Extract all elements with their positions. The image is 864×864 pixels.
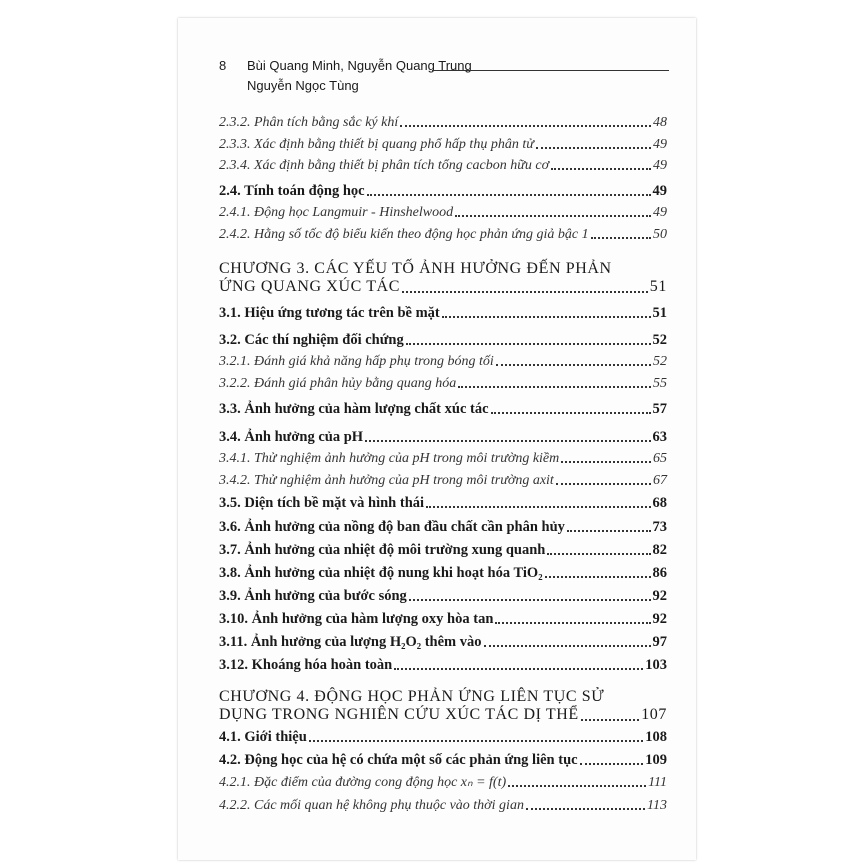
dot-leader (545, 575, 651, 578)
chapter-title-line-2: DỤNG TRONG NGHIÊN CỨU XÚC TÁC DỊ THỂ (219, 706, 579, 723)
toc-entry-title: 3.5. Diện tích bề mặt và hình thái (219, 495, 425, 511)
toc-entry (219, 377, 667, 391)
toc-entry (219, 306, 667, 321)
toc-entry-page: 111 (648, 775, 667, 790)
dot-leader (484, 644, 651, 647)
chapter-heading (219, 688, 667, 724)
toc-entry-title: 2.4.1. Động học Langmuir - Hinshelwood (219, 205, 454, 220)
toc-entry (219, 589, 667, 604)
toc-entry-title: 3.4.2. Thử nghiệm ảnh hưởng của pH trong môi trường axit (219, 473, 554, 488)
dot-leader (458, 385, 651, 388)
dot-leader (526, 807, 645, 810)
toc-entry-title: 3.2.1. Đánh giá khả năng hấp phụ trong bóng tối (219, 354, 494, 369)
toc-entry-title: 2.4. Tính toán động học (219, 183, 365, 199)
dot-leader (496, 363, 651, 366)
toc-entry-page: 57 (652, 401, 667, 417)
toc-entry-page: 52 (653, 354, 667, 369)
dot-leader (409, 598, 651, 601)
chapter-title-line-1: CHƯƠNG 4. ĐỘNG HỌC PHẢN ỨNG LIÊN TỤC SỬ (219, 688, 605, 705)
toc-entry-title: 3.4.1. Thử nghiệm ảnh hưởng của pH trong môi trường kiềm (219, 451, 560, 466)
toc-entry (219, 184, 667, 199)
toc-entry-page: 109 (645, 752, 667, 768)
dot-leader (491, 411, 651, 414)
toc-entry-page: 49 (653, 137, 667, 152)
toc-entry-page: 86 (652, 565, 667, 581)
dot-leader (309, 739, 643, 742)
running-header (219, 58, 669, 98)
toc-entry-title: 4.2.1. Đặc điểm của đường cong động học xₙ = f(t) (219, 775, 507, 790)
toc-entry-title: 3.8. Ảnh hưởng của nhiệt độ nung khi hoạt hóa TiO₂ (219, 565, 543, 581)
toc-entry (219, 658, 667, 673)
dot-leader (547, 552, 650, 555)
toc-entry-page: 51 (652, 305, 667, 321)
toc-entry-title: 2.4.2. Hằng số tốc độ biểu kiến theo động học phản ứng giả bậc 1 (219, 227, 589, 242)
dot-leader (402, 290, 648, 293)
toc-entry (219, 520, 667, 535)
dot-leader (567, 529, 651, 532)
toc-entry-page: 48 (653, 115, 667, 130)
toc-entry-page: 103 (645, 657, 667, 673)
dot-leader (581, 718, 639, 721)
dot-leader (551, 167, 651, 170)
dot-leader (367, 193, 651, 196)
dot-leader (495, 621, 650, 624)
toc-entry (219, 496, 667, 511)
toc-entry-title: 2.3.2. Phân tích bằng sắc ký khí (219, 115, 399, 130)
toc-entry-page: 108 (645, 729, 667, 745)
toc-entry (219, 776, 667, 790)
toc-entry-page: 92 (652, 588, 667, 604)
toc-entry-title: 4.2.2. Các mối quan hệ không phụ thuộc vào thời gian (219, 798, 524, 813)
toc-entry-page: 97 (652, 634, 667, 650)
dot-leader (426, 505, 650, 508)
chapter-page: 107 (641, 706, 667, 723)
dot-leader (394, 667, 643, 670)
dot-leader (580, 762, 644, 765)
toc-entry-title: 4.1. Giới thiệu (219, 729, 307, 745)
chapter-title-line-2: ỨNG QUANG XÚC TÁC (219, 278, 400, 295)
chapter-heading (219, 260, 667, 296)
toc-entry-page: 49 (653, 158, 667, 173)
toc-entry-title: 3.7. Ảnh hưởng của nhiệt độ môi trường xung quanh (219, 542, 546, 558)
toc-entry (219, 753, 667, 768)
dot-leader (591, 236, 651, 239)
toc-entry-title: 2.3.4. Xác định bằng thiết bị phân tích tổng cacbon hữu cơ (219, 158, 550, 173)
dot-leader (442, 315, 651, 318)
toc-entry-page: 49 (653, 205, 667, 220)
dot-leader (455, 214, 651, 217)
toc-entry-page: 49 (652, 183, 667, 199)
toc-entry (219, 430, 667, 445)
dot-leader (561, 460, 651, 463)
toc-entry-page: 55 (653, 376, 667, 391)
toc-entry-title: 3.11. Ảnh hưởng của lượng H₂O₂ thêm vào (219, 634, 482, 650)
chapter-title-line-1: CHƯƠNG 3. CÁC YẾU TỐ ẢNH HƯỞNG ĐẾN PHẢN (219, 260, 612, 277)
dot-leader (365, 439, 650, 442)
toc-entry-page: 113 (647, 798, 667, 813)
toc-entry-title: 3.1. Hiệu ứng tương tác trên bề mặt (219, 305, 440, 321)
toc-entry (219, 612, 667, 627)
toc-entry-title: 3.3. Ảnh hưởng của hàm lượng chất xúc tác (219, 401, 489, 417)
authors-line-1: Bùi Quang Minh, Nguyễn Quang Trung (247, 58, 472, 73)
dot-leader (536, 146, 651, 149)
toc-entry (219, 799, 667, 813)
header-rule (432, 70, 669, 71)
page-number: 8 (219, 58, 227, 73)
dot-leader (406, 342, 651, 345)
toc-entry-page: 50 (653, 227, 667, 242)
toc-entry (219, 566, 667, 581)
authors-line-2: Nguyễn Ngọc Tùng (247, 78, 359, 93)
toc-entry (219, 138, 667, 152)
toc-entry (219, 333, 667, 348)
toc-entry-page: 68 (652, 495, 667, 511)
toc-entry-page: 73 (652, 519, 667, 535)
toc-entry-page: 82 (652, 542, 667, 558)
toc-entry (219, 206, 667, 220)
toc-entry-title: 3.2. Các thí nghiệm đối chứng (219, 332, 404, 348)
dot-leader (400, 124, 651, 127)
chapter-page: 51 (649, 278, 667, 295)
toc-entry-title: 3.4. Ảnh hưởng của pH (219, 429, 364, 445)
toc-entry (219, 474, 667, 488)
toc-entry (219, 635, 667, 650)
dot-leader (508, 784, 646, 787)
toc-entry-title: 2.3.3. Xác định bằng thiết bị quang phổ hấp thụ phân tử (219, 137, 534, 152)
toc-entry-title: 3.6. Ảnh hưởng của nồng độ ban đầu chất cần phân hủy (219, 519, 565, 535)
toc-entry-title: 3.2.2. Đánh giá phân hủy bằng quang hóa (219, 376, 457, 391)
toc-entry (219, 116, 667, 130)
toc-entry-page: 92 (652, 611, 667, 627)
toc-entry (219, 355, 667, 369)
toc-entry (219, 159, 667, 173)
toc-entry-page: 67 (653, 473, 667, 488)
toc-entry (219, 228, 667, 242)
toc-entry-title: 3.12. Khoáng hóa hoàn toàn (219, 657, 393, 673)
toc-entry-title: 4.2. Động học của hệ có chứa một số các phản ứng liên tục (219, 752, 578, 768)
toc-entry-page: 65 (653, 451, 667, 466)
toc-entry (219, 402, 667, 417)
toc-entry (219, 452, 667, 466)
toc-entry-page: 63 (652, 429, 667, 445)
dot-leader (556, 482, 651, 485)
toc-entry-title: 3.9. Ảnh hưởng của bước sóng (219, 588, 407, 604)
toc-entry-page: 52 (652, 332, 667, 348)
toc-entry-title: 3.10. Ảnh hưởng của hàm lượng oxy hòa tan (219, 611, 494, 627)
toc-entry (219, 730, 667, 745)
toc-entry (219, 543, 667, 558)
